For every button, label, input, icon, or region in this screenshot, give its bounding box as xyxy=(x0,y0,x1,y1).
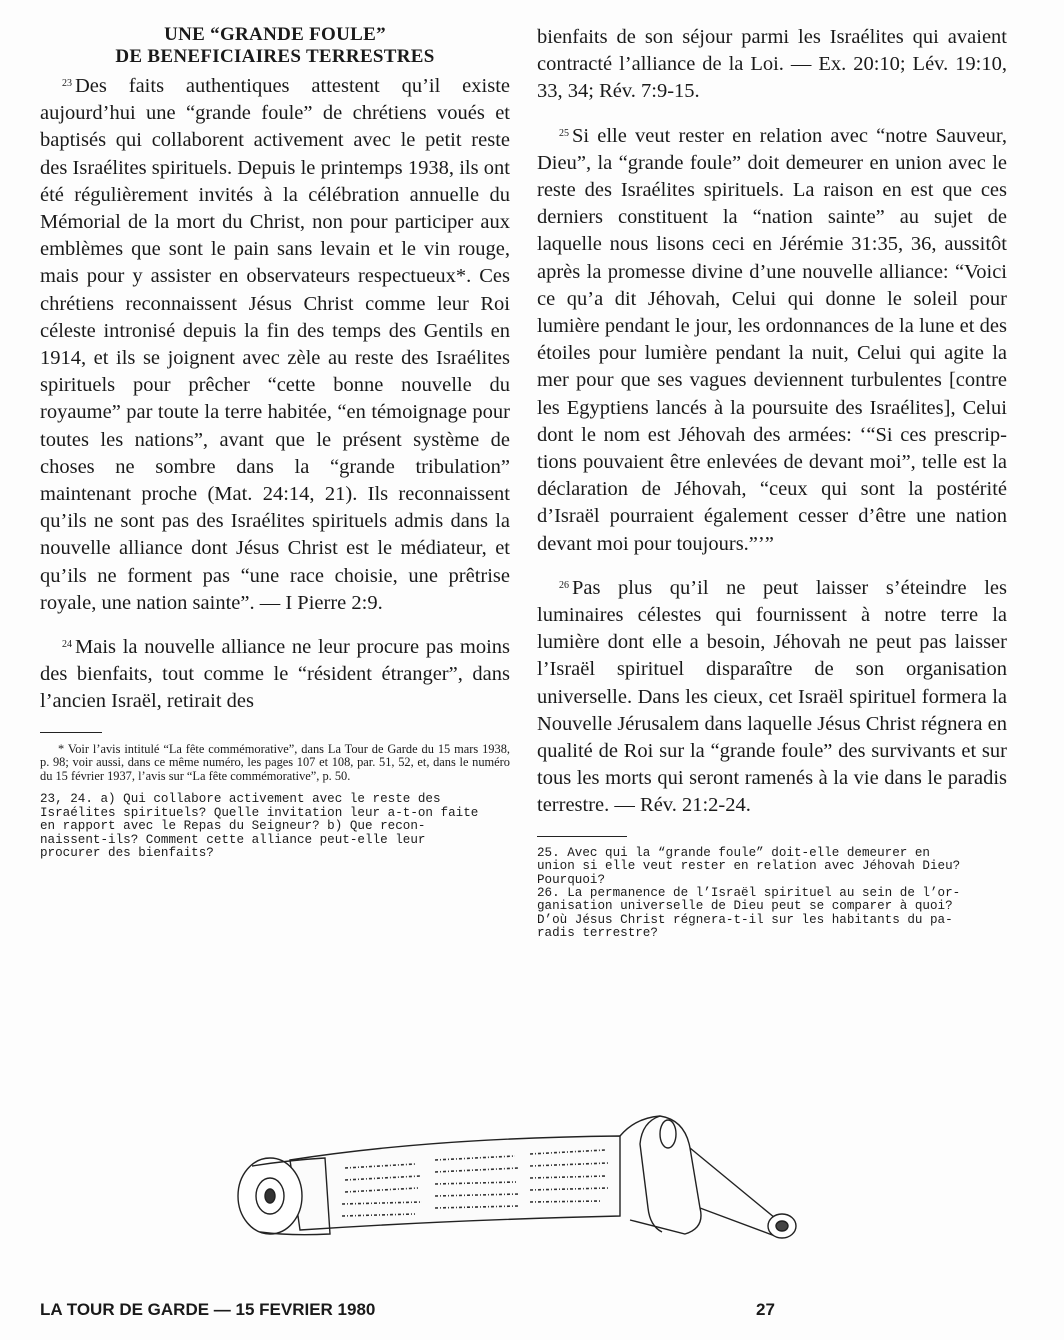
questions-divider xyxy=(537,836,627,837)
question-line: union si elle veut rester en relation avec Jéhovah Dieu? xyxy=(537,859,961,874)
question-line: ganisation universelle de Dieu peut se comparer à quoi? xyxy=(537,899,953,914)
question-line: Pourquoi? xyxy=(537,872,606,887)
question-line: D’où Jésus Christ régnera-t-il sur les habitants du pa- xyxy=(537,912,953,927)
paragraph-24-continued: bienfaits de son séjour parmi les Israélites qui avaient contracté l’alliance de la Loi. — Ex. 20:10; Lév. 19:10, 33, 34; Rév. 7:9-15. xyxy=(537,26,1007,103)
question-line: procurer des bienfaits? xyxy=(40,846,214,861)
paragraph-text: Des faits authentiques attestent qu’il existe aujourd’hui une “grande foule” de chrétiens voués et baptisés qui collaborent activement avec le petit reste des Israélites spirituels. Depuis le printemps 1938, ils ont été régulièrement invités à la célébration annuelle du Mémorial de la mort du Christ, non pour participer aux emblèmes que sont le pain sans levain et le vin rouge, mais pour y assister en observateurs respectueux*. Ces chrétiens reconnaissent Jésus Christ comme leur Roi céleste intronisé depuis la fin des temps des Gentils en 1914, et ils se joignent avec zèle au reste des Israélites spirituels pour prêcher “cette bonne nouvelle du royaume” par toute la terre habitée, “en témoignage pour toutes les nations”, avant que le présent système de choses ne sombre dans la “grande tribulation” maintenant proche (Mat. 24:14, 21). Ils reconnaissent qu’ils ne sont pas des Israélites spirituels admis dans la nouvelle alliance dont Jésus Christ est le médiateur, et qu’ils ne forment pas “une race choisie, une prêtrise royale, une nation sainte”. — I Pierre 2:9. xyxy=(40,75,510,614)
paragraph-25 xyxy=(537,120,1007,558)
left-column xyxy=(40,24,510,870)
scroll-illustration xyxy=(230,1108,820,1248)
paragraph-number: 25 xyxy=(559,127,569,139)
question-line: radis terrestre? xyxy=(537,926,658,941)
question-line: naissent-ils? Comment cette alliance peut-elle leur xyxy=(40,832,426,847)
publication-line: LA TOUR DE GARDE — 15 FEVRIER 1980 xyxy=(40,1300,376,1319)
question-line: 26. La permanence de l’Israël spirituel au sein de l’or- xyxy=(537,885,961,900)
paragraph-26 xyxy=(537,572,1007,820)
study-questions-25-26 xyxy=(537,847,1007,941)
question-line: 25. Avec qui la “grande foule” doit-elle demeurer en xyxy=(537,845,930,860)
right-column xyxy=(537,24,1007,951)
paragraph-text: Pas plus qu’il ne peut laisser s’éteindre les luminaires célestes qui fournissent à notre terre la lumière dont elle a besoin, Jéhovah ne peut pas laisser l’Israël spirituel disparaître de son organisation universelle. Dans les cieux, cet Israël spirituel formera la Nouvelle Jérusalem dans laquelle Jésus Christ régnera en qualité de Roi sur la “grande foule” des survivants et sur tous les morts qui seront ramenés à la vie dans le paradis terrestre. — Rév. 21:2-24. xyxy=(537,576,1007,817)
question-line: 23, 24. a) Qui collabore activement avec le reste des xyxy=(40,792,441,807)
question-line: Israélites spirituels? Quelle invitation leur a-t-on faite xyxy=(40,805,479,820)
page-number: 27 xyxy=(756,1300,775,1319)
study-questions-23-24 xyxy=(40,793,510,860)
paragraph-number: 26 xyxy=(559,579,569,591)
paragraph-number: 24 xyxy=(62,639,72,651)
paragraph-text: Mais la nouvelle alliance ne leur procure pas moins des bienfaits, tout comme le “résident étranger”, dans l’ancien Israël, retirait des xyxy=(40,636,510,713)
paragraph-number: 23 xyxy=(62,78,72,89)
section-heading-line2: DE BENEFICIAIRES TERRESTRES xyxy=(115,46,435,67)
paragraph-24 xyxy=(40,631,510,716)
section-heading-line1: UNE “GRANDE FOULE” xyxy=(164,24,386,45)
footnote: * Voir l’avis intitulé “La fête commémorative”, dans La Tour de Garde du 15 mars 1938, p. 98; voir aussi, dans ce même numéro, les pages 107 et 108, par. 51, 52, et, dans le numéro du 15 février 1937, l’avis sur “La fête commémorative”, p. 50. xyxy=(40,741,510,783)
paragraph-text: Si elle veut rester en relation avec “notre Sauveur, Dieu”, la “grande foule” doit demeurer en union avec le reste des Israélites spirituels. La raison en est que ces derniers constituent la “nation sainte” au sujet de laquelle nous lisons ceci en Jérémie 31:35, 36, aussitôt après la promesse divine d’une nouvelle alliance: “Voici ce qu’a dit Jéhovah, Celui qui donne le soleil pour lumière pendant le jour, les ordonnances de la lune et des étoiles pour lumière pendant la nuit, Celui qui agite la mer pour que ses vagues deviennent turbulentes [contre les Egyptiens lancés à la poursuite des Israélites], Celui dont le nom est Jéhovah des armées: ‘“Si ces prescriptions pouvaient être enlevées de devant moi”, telle est la déclaration de Jéhovah, “ceux qui sont la postérité d’Israël pourraient également cesser d’être une nation devant moi pour toujours.”’” xyxy=(537,124,1007,555)
footnote-divider xyxy=(40,732,102,733)
paragraph-23 xyxy=(40,70,510,617)
question-line: en rapport avec le Repas du Seigneur? b) Que recon- xyxy=(40,819,426,834)
